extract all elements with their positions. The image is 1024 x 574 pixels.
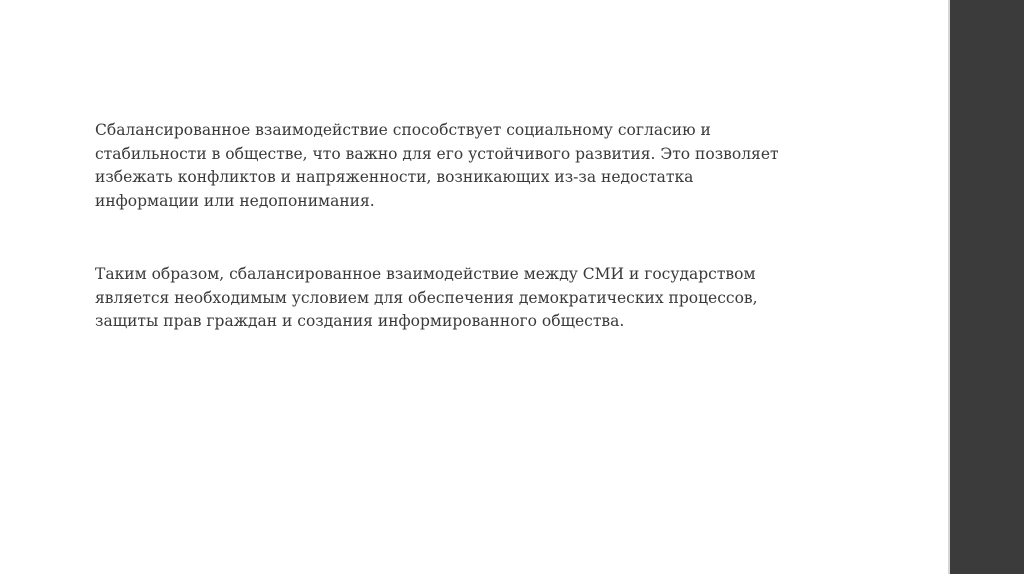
paragraph-line: избежать конфликтов и напряженности, возникающих из-за недостатка [95, 168, 694, 186]
paragraph-line: является необходимым условием для обеспечения демократических процессов, [95, 288, 758, 307]
paragraph-conclusion [95, 263, 875, 334]
paragraph-line: Сбалансированное взаимодействие способствует социальному согласию и [95, 121, 711, 139]
paragraph-line: Таким образом, сбалансированное взаимодействие между СМИ и государством [95, 265, 756, 283]
paragraph-line: информации или недопонимания. [95, 191, 375, 210]
paragraph-line: защиты прав граждан и создания информированного общества. [95, 312, 625, 330]
paragraph-balanced-interaction [95, 119, 875, 213]
side-bar [950, 0, 1024, 574]
paragraph-line: стабильности в обществе, что важно для его устойчивого развития. Это позволяет [95, 144, 779, 163]
